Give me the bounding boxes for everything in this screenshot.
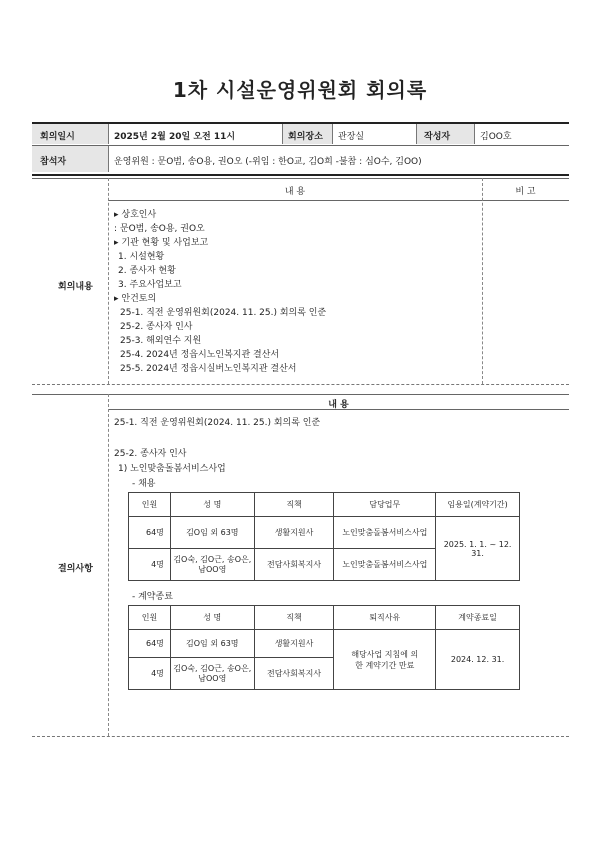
attendee-value: 운영위원 : 문O범, 송O용, 권O오 (-위임 : 한O교, 김O희 -불참 : 심O수, 김OO)	[114, 157, 422, 167]
table-cell: 김O숙, 김O근, 송O은, 남OO영	[170, 658, 254, 690]
table-header: 직책	[254, 493, 334, 517]
agenda-line: 2. 종사자 현황	[118, 266, 176, 276]
agenda-line: : 문O범, 송O용, 권O오	[114, 224, 205, 234]
agenda-line: 25-2. 종사자 인사	[120, 322, 193, 332]
agenda-list	[114, 208, 326, 376]
agenda-section-label: 회의내용	[58, 282, 93, 292]
place-value: 관장실	[338, 132, 365, 142]
table-cell: 김O임 외 63명	[170, 630, 254, 658]
table-header-row	[129, 606, 520, 630]
hire-table	[128, 492, 520, 581]
table-header: 인원	[129, 606, 171, 630]
agenda-line: 25-4. 2024년 정읍시노인복지관 결산서	[120, 350, 280, 360]
table-header: 퇴직사유	[334, 606, 436, 630]
table-header: 인원	[129, 493, 171, 517]
table-cell: 전담사회복지사	[254, 658, 334, 690]
table-cell: 생활지원사	[254, 630, 334, 658]
table-cell: 노인맞춤돌봄서비스사업	[334, 549, 436, 581]
agenda-line: ▸ 기관 현황 및 사업보고	[114, 238, 209, 248]
table-cell: 전담사회복지사	[254, 549, 334, 581]
resolution-item-2: 25-2. 종사자 인사	[114, 449, 187, 459]
table-cell: 4명	[129, 549, 171, 581]
agenda-header-note: 비 고	[515, 187, 536, 197]
author-label: 작성자	[424, 132, 451, 142]
agenda-line: 25-1. 직전 운영위원회(2024. 11. 25.) 회의록 인준	[120, 308, 327, 318]
place-label: 회의장소	[288, 132, 323, 142]
agenda-line: 3. 주요사업보고	[118, 280, 182, 290]
resolution-item-1: 25-1. 직전 운영위원회(2024. 11. 25.) 회의록 인준	[114, 418, 321, 428]
table-header: 계약종료일	[436, 606, 520, 630]
author-value: 김OO호	[480, 132, 512, 142]
table-header: 성 명	[170, 493, 254, 517]
date-label: 회의일시	[40, 132, 75, 142]
contract-end-table	[128, 605, 520, 690]
agenda-header-content: 내 용	[284, 187, 306, 197]
resolution-section-label: 결의사항	[58, 564, 93, 574]
table-cell: 김O임 외 63명	[170, 517, 254, 549]
table-cell: 생활지원사	[254, 517, 334, 549]
table-cell: 64명	[129, 517, 171, 549]
hire-label: - 채용	[132, 479, 156, 489]
table-cell: 노인맞춤돌봄서비스사업	[334, 517, 436, 549]
document-title: 1차 시설운영위원회 회의록	[172, 78, 428, 102]
agenda-line: 25-5. 2024년 정읍시실버노인복지관 결산서	[120, 364, 297, 374]
agenda-line: ▸ 상호인사	[114, 210, 157, 220]
table-cell: 4명	[129, 658, 171, 690]
table-cell: 김O숙, 김O근, 송O은, 남OO영	[170, 549, 254, 581]
table-cell-reason: 해당사업 지침에 의한 계약기간 만료	[334, 630, 436, 690]
table-cell-end-date: 2024. 12. 31.	[436, 630, 520, 690]
resolution-header: 내 용	[328, 400, 349, 410]
agenda-line: 25-3. 해외연수 지원	[120, 336, 202, 346]
table-header: 임용일(계약기간)	[436, 493, 520, 517]
agenda-line: ▸ 안건토의	[114, 294, 157, 304]
table-row	[129, 630, 520, 658]
contract-end-label: - 계약종료	[132, 592, 173, 602]
table-cell: 64명	[129, 630, 171, 658]
date-value: 2025년 2월 20일 오전 11시	[114, 132, 236, 142]
resolution-sub-1: 1) 노인맞춤돌봄서비스사업	[118, 464, 226, 474]
table-cell-period: 2025. 1. 1. ~ 12. 31.	[436, 517, 520, 581]
table-header: 직책	[254, 606, 334, 630]
attendee-label: 참석자	[40, 157, 67, 167]
table-header-row	[129, 493, 520, 517]
agenda-line: 1. 시설현황	[118, 252, 165, 262]
table-header: 담당업무	[334, 493, 436, 517]
table-row	[129, 517, 520, 549]
table-header: 성 명	[170, 606, 254, 630]
